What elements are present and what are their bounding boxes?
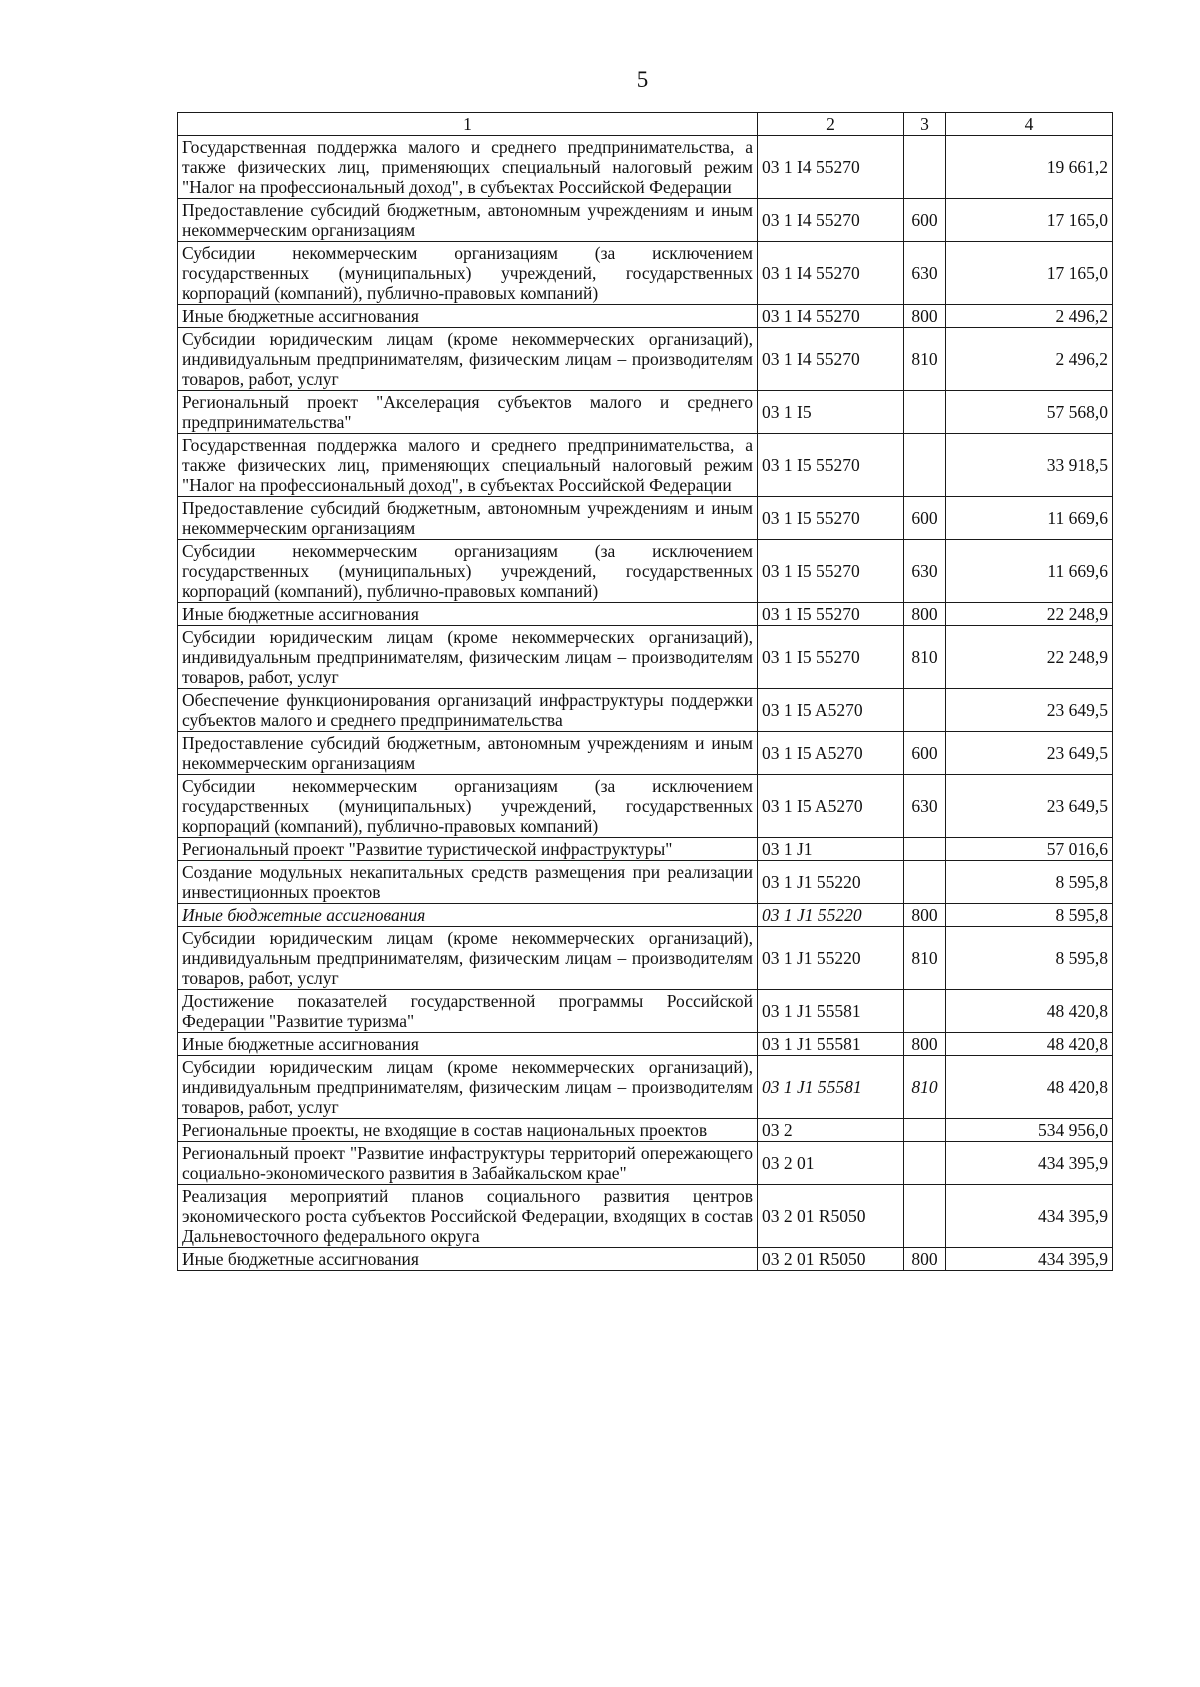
row-code: 03 1 I5 (758, 391, 904, 434)
row-code: 03 1 I5 A5270 (758, 689, 904, 732)
table-row (178, 775, 1113, 838)
row-name: Государственная поддержка малого и среднего предпринимательства, а также физических лиц, применяющих специальный налоговый режим "Налог на профессиональный доход", в субъектах Российской Федерации (178, 434, 758, 497)
table-row (178, 1119, 1113, 1142)
row-type (904, 1142, 946, 1185)
row-name: Иные бюджетные ассигнования (178, 1248, 758, 1271)
table-row (178, 391, 1113, 434)
row-type: 800 (904, 1248, 946, 1271)
row-code: 03 1 I5 A5270 (758, 775, 904, 838)
row-code: 03 1 J1 55581 (758, 1033, 904, 1056)
row-sum: 8 595,8 (946, 927, 1113, 990)
table-row (178, 199, 1113, 242)
row-sum: 8 595,8 (946, 904, 1113, 927)
row-type (904, 689, 946, 732)
column-header-code: 2 (758, 113, 904, 136)
table-row (178, 626, 1113, 689)
row-type: 600 (904, 199, 946, 242)
table-row (178, 732, 1113, 775)
row-type (904, 1185, 946, 1248)
row-name: Иные бюджетные ассигнования (178, 305, 758, 328)
row-code: 03 1 I5 55270 (758, 434, 904, 497)
table-row (178, 1033, 1113, 1056)
row-type: 800 (904, 305, 946, 328)
row-sum: 22 248,9 (946, 626, 1113, 689)
row-name: Предоставление субсидий бюджетным, автономным учреждениям и иным некоммерческим организациям (178, 199, 758, 242)
table-row (178, 689, 1113, 732)
table-row (178, 242, 1113, 305)
row-code: 03 2 01 R5050 (758, 1248, 904, 1271)
column-header-name: 1 (178, 113, 758, 136)
row-sum: 434 395,9 (946, 1248, 1113, 1271)
table-row (178, 603, 1113, 626)
row-sum: 22 248,9 (946, 603, 1113, 626)
row-code: 03 1 I4 55270 (758, 199, 904, 242)
table-row (178, 990, 1113, 1033)
table-row (178, 1056, 1113, 1119)
table-row (178, 497, 1113, 540)
row-code: 03 1 J1 (758, 838, 904, 861)
row-sum: 17 165,0 (946, 242, 1113, 305)
row-name: Обеспечение функционирования организаций инфраструктуры поддержки субъектов малого и среднего предпринимательства (178, 689, 758, 732)
row-sum: 2 496,2 (946, 305, 1113, 328)
row-name: Региональный проект "Развитие инфаструктуры территорий опережающего социально-экономического развития в Забайкальском крае" (178, 1142, 758, 1185)
row-sum: 48 420,8 (946, 1056, 1113, 1119)
row-name: Предоставление субсидий бюджетным, автономным учреждениям и иным некоммерческим организациям (178, 732, 758, 775)
row-name: Реализация мероприятий планов социального развития центров экономического роста субъектов Российской Федерации, входящих в состав Дальневосточного федерального округа (178, 1185, 758, 1248)
row-type: 600 (904, 732, 946, 775)
row-code: 03 1 I5 A5270 (758, 732, 904, 775)
row-sum: 434 395,9 (946, 1142, 1113, 1185)
table-row (178, 1248, 1113, 1271)
row-name: Субсидии некоммерческим организациям (за исключением государственных (муниципальных) учреждений, государственных корпораций (компаний), публично-правовых компаний) (178, 540, 758, 603)
row-sum: 2 496,2 (946, 328, 1113, 391)
row-type (904, 391, 946, 434)
row-name: Региональные проекты, не входящие в состав национальных проектов (178, 1119, 758, 1142)
row-sum: 434 395,9 (946, 1185, 1113, 1248)
row-name: Субсидии юридическим лицам (кроме некоммерческих организаций), индивидуальным предпринимателям, физическим лицам – производителям товаров, работ, услуг (178, 1056, 758, 1119)
row-name: Субсидии юридическим лицам (кроме некоммерческих организаций), индивидуальным предпринимателям, физическим лицам – производителям товаров, работ, услуг (178, 927, 758, 990)
row-code: 03 2 01 (758, 1142, 904, 1185)
row-code: 03 1 I5 55270 (758, 603, 904, 626)
table-row (178, 434, 1113, 497)
row-name: Достижение показателей государственной программы Российской Федерации "Развитие туризма" (178, 990, 758, 1033)
row-type: 810 (904, 1056, 946, 1119)
row-name: Субсидии юридическим лицам (кроме некоммерческих организаций), индивидуальным предпринимателям, физическим лицам – производителям товаров, работ, услуг (178, 328, 758, 391)
row-name: Субсидии некоммерческим организациям (за исключением государственных (муниципальных) учреждений, государственных корпораций (компаний), публично-правовых компаний) (178, 775, 758, 838)
row-sum: 48 420,8 (946, 990, 1113, 1033)
row-type: 600 (904, 497, 946, 540)
table-row (178, 861, 1113, 904)
row-type (904, 434, 946, 497)
row-code: 03 1 I4 55270 (758, 136, 904, 199)
table-row (178, 1185, 1113, 1248)
column-header-sum: 4 (946, 113, 1113, 136)
row-sum: 23 649,5 (946, 732, 1113, 775)
row-sum: 534 956,0 (946, 1119, 1113, 1142)
row-sum: 11 669,6 (946, 497, 1113, 540)
table-body (178, 136, 1113, 1271)
row-code: 03 1 I4 55270 (758, 242, 904, 305)
row-type: 630 (904, 540, 946, 603)
row-code: 03 1 J1 55220 (758, 927, 904, 990)
page-number: 5 (636, 67, 649, 92)
table-row (178, 927, 1113, 990)
row-sum: 23 649,5 (946, 689, 1113, 732)
row-type: 630 (904, 242, 946, 305)
row-name: Предоставление субсидий бюджетным, автономным учреждениям и иным некоммерческим организациям (178, 497, 758, 540)
row-sum: 11 669,6 (946, 540, 1113, 603)
table-row (178, 904, 1113, 927)
row-code: 03 1 I5 55270 (758, 626, 904, 689)
row-code: 03 2 01 R5050 (758, 1185, 904, 1248)
row-type: 810 (904, 927, 946, 990)
column-header-type: 3 (904, 113, 946, 136)
row-type (904, 136, 946, 199)
row-type: 810 (904, 328, 946, 391)
row-type: 800 (904, 1033, 946, 1056)
row-code: 03 1 J1 55581 (758, 1056, 904, 1119)
row-sum: 17 165,0 (946, 199, 1113, 242)
row-type (904, 1119, 946, 1142)
row-code: 03 2 (758, 1119, 904, 1142)
row-sum: 57 016,6 (946, 838, 1113, 861)
table-row (178, 305, 1113, 328)
row-name: Региональный проект "Развитие туристической инфраструктуры" (178, 838, 758, 861)
row-type (904, 838, 946, 861)
row-type (904, 861, 946, 904)
table-header-row (178, 113, 1113, 136)
row-code: 03 1 J1 55220 (758, 861, 904, 904)
row-sum: 57 568,0 (946, 391, 1113, 434)
row-code: 03 1 I5 55270 (758, 497, 904, 540)
row-type: 800 (904, 904, 946, 927)
row-name: Субсидии некоммерческим организациям (за исключением государственных (муниципальных) учреждений, государственных корпораций (компаний), публично-правовых компаний) (178, 242, 758, 305)
table-row (178, 1142, 1113, 1185)
row-type: 630 (904, 775, 946, 838)
row-sum: 19 661,2 (946, 136, 1113, 199)
row-name: Иные бюджетные ассигнования (178, 904, 758, 927)
row-sum: 8 595,8 (946, 861, 1113, 904)
row-name: Государственная поддержка малого и среднего предпринимательства, а также физических лиц, применяющих специальный налоговый режим "Налог на профессиональный доход", в субъектах Российской Федерации (178, 136, 758, 199)
row-code: 03 1 J1 55220 (758, 904, 904, 927)
row-name: Региональный проект "Акселерация субъектов малого и среднего предпринимательства" (178, 391, 758, 434)
table-row (178, 540, 1113, 603)
table-row (178, 838, 1113, 861)
table-row (178, 328, 1113, 391)
row-type (904, 990, 946, 1033)
row-code: 03 1 J1 55581 (758, 990, 904, 1033)
row-type: 810 (904, 626, 946, 689)
row-name: Создание модульных некапитальных средств размещения при реализации инвестиционных проектов (178, 861, 758, 904)
row-sum: 23 649,5 (946, 775, 1113, 838)
row-code: 03 1 I4 55270 (758, 305, 904, 328)
row-name: Субсидии юридическим лицам (кроме некоммерческих организаций), индивидуальным предпринимателям, физическим лицам – производителям товаров, работ, услуг (178, 626, 758, 689)
row-type: 800 (904, 603, 946, 626)
budget-table (177, 112, 1113, 1271)
row-code: 03 1 I5 55270 (758, 540, 904, 603)
row-sum: 48 420,8 (946, 1033, 1113, 1056)
row-sum: 33 918,5 (946, 434, 1113, 497)
row-name: Иные бюджетные ассигнования (178, 603, 758, 626)
row-name: Иные бюджетные ассигнования (178, 1033, 758, 1056)
row-code: 03 1 I4 55270 (758, 328, 904, 391)
table-row (178, 136, 1113, 199)
